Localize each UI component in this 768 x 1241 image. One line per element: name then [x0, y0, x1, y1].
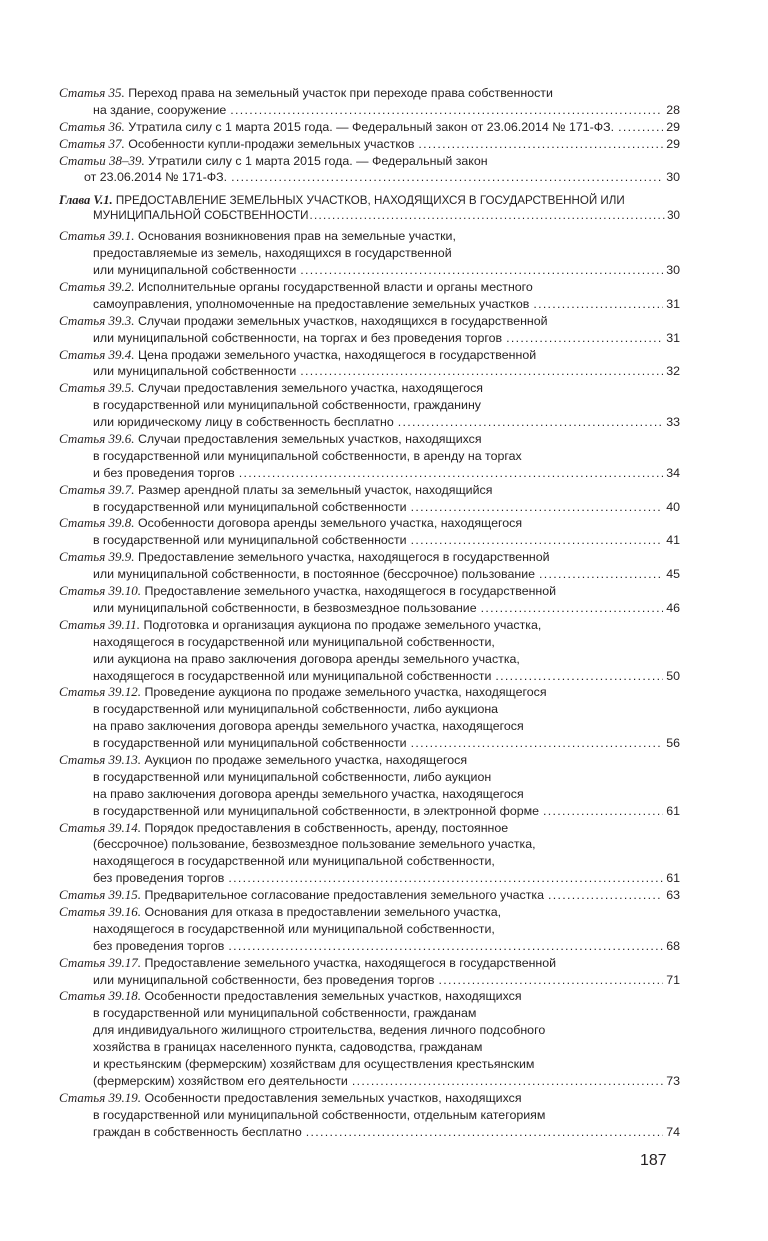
article-title-cont: находящегося в государственной или муниципальной собственности	[93, 668, 492, 683]
article-title: Случаи продажи земельных участков, находящихся в государственной	[137, 313, 548, 328]
toc-entry-art39-9[interactable]	[59, 549, 680, 583]
dot-leader	[228, 870, 663, 887]
article-title-cont: или муниципальной собственности	[93, 263, 297, 278]
article-label: Статья 39.1.	[59, 228, 135, 244]
dot-leader	[228, 938, 663, 955]
article-title: Подготовка и организация аукциона по продаже земельного участка,	[143, 617, 542, 632]
article-title-cont: в государственной или муниципальной собственности, в электронной форме	[93, 803, 540, 818]
article-title: Случаи предоставления земельного участка, находящегося	[137, 381, 483, 396]
page-ref: 30	[666, 170, 680, 185]
toc-entry-art39-19[interactable]	[59, 1090, 680, 1141]
article-label: Статья 39.2.	[59, 279, 135, 295]
article-title-cont: находящегося в государственной или муниципальной собственности,	[93, 921, 495, 936]
dot-leader	[300, 262, 663, 279]
page-ref: 63	[666, 888, 680, 903]
page-ref: 56	[666, 736, 680, 751]
dot-leader	[306, 1124, 663, 1141]
article-title-cont: на право заключения договора аренды земельного участка, находящегося	[93, 786, 524, 801]
dot-leader	[411, 532, 663, 549]
toc-entry-art39-5[interactable]	[59, 380, 680, 431]
toc-entry-art37[interactable]	[59, 136, 680, 153]
page-ref: 29	[666, 136, 680, 151]
article-label: Статья 39.19.	[59, 1089, 141, 1105]
toc-entry-art39-6[interactable]	[59, 431, 680, 482]
article-title-cont: от 23.06.2014 № 171-ФЗ.	[84, 170, 228, 185]
dot-leader	[495, 668, 663, 685]
toc-entry-art39-1[interactable]	[59, 228, 680, 279]
article-label: Статья 37.	[59, 135, 125, 151]
page-ref: 28	[666, 102, 680, 117]
dot-leader	[618, 119, 663, 136]
toc-entry-art39-15[interactable]	[59, 887, 680, 904]
article-title: Особенности предоставления земельных участков, находящихся	[144, 989, 522, 1004]
page-ref: 40	[666, 499, 680, 514]
page-ref: 41	[666, 533, 680, 548]
page-ref: 68	[666, 938, 680, 953]
toc-entry-art39-12[interactable]	[59, 684, 680, 752]
dot-leader	[539, 566, 663, 583]
article-label: Статьи 38–39.	[59, 152, 145, 168]
article-title: Утратили силу с 1 марта 2015 года. — Федеральный закон	[148, 153, 488, 168]
article-title-cont: или муниципальной собственности, без проведения торгов	[93, 972, 435, 987]
article-label: Статья 39.18.	[59, 988, 141, 1004]
article-label: Статья 39.15.	[59, 887, 141, 903]
page-ref: 31	[666, 330, 680, 345]
article-title-cont: в государственной или муниципальной собственности	[93, 533, 407, 548]
article-title-cont: на право заключения договора аренды земельного участка, находящегося	[93, 719, 524, 734]
article-label: Статья 39.3.	[59, 312, 135, 328]
toc-entry-art39-18[interactable]	[59, 988, 680, 1089]
article-title-cont: и крестьянским (фермерским) хозяйствам для осуществления крестьянским	[93, 1056, 535, 1071]
toc-entry-art39-13[interactable]	[59, 752, 680, 820]
article-label: Статья 39.8.	[59, 515, 135, 531]
article-label: Статья 39.10.	[59, 583, 141, 599]
dot-leader	[418, 136, 663, 153]
page-ref: 31	[666, 296, 680, 311]
dot-leader	[300, 363, 663, 380]
toc-chapter-v1[interactable]	[59, 193, 680, 223]
toc-entry-art39-3[interactable]	[59, 313, 680, 347]
dot-leader	[309, 208, 666, 223]
article-title-cont: на здание, сооружение	[93, 102, 227, 117]
article-title: Основания для отказа в предоставлении земельного участка,	[144, 904, 502, 919]
article-title-cont: в государственной или муниципальной собственности, либо аукцион	[93, 769, 492, 784]
article-title-cont: самоуправления, уполномоченные на предоставление земельных участков	[93, 296, 530, 311]
dot-leader	[411, 499, 663, 516]
toc-entry-art39-14[interactable]	[59, 820, 680, 888]
article-label: Статья 39.6.	[59, 431, 135, 447]
dot-leader	[506, 330, 663, 347]
toc-entry-art39-2[interactable]	[59, 279, 680, 313]
article-title: Предварительное согласование предоставления земельного участка	[144, 888, 544, 903]
dot-leader	[439, 972, 663, 989]
article-label: Статья 39.17.	[59, 954, 141, 970]
article-title-cont: граждан в собственность бесплатно	[93, 1124, 302, 1139]
article-title-cont: без проведения торгов	[93, 938, 225, 953]
article-label: Статья 39.13.	[59, 751, 141, 767]
article-label: Статья 36.	[59, 118, 125, 134]
toc-entry-art39-4[interactable]	[59, 347, 680, 381]
page-ref: 30	[666, 263, 680, 278]
article-label: Статья 39.16.	[59, 903, 141, 919]
article-title: Особенности предоставления земельных участков, находящихся	[144, 1090, 522, 1105]
toc-entry-art35[interactable]	[59, 85, 680, 119]
toc-entry-art39-17[interactable]	[59, 955, 680, 989]
article-label: Статья 39.4.	[59, 346, 135, 362]
article-title-cont: в государственной или муниципальной собственности	[93, 499, 407, 514]
article-title-cont: (бессрочное) пользование, безвозмездное пользование земельного участка,	[93, 837, 536, 852]
article-title-cont: или муниципальной собственности, на торгах и без проведения торгов	[93, 330, 503, 345]
page-ref: 30	[667, 209, 680, 223]
dot-leader	[548, 887, 663, 904]
page-ref: 32	[666, 364, 680, 379]
toc-entry-art39-16[interactable]	[59, 904, 680, 955]
article-title-cont: в государственной или муниципальной собственности, в аренду на торгах	[93, 448, 522, 463]
article-title-cont: в государственной или муниципальной собственности, либо аукциона	[93, 702, 499, 717]
table-of-contents	[59, 85, 680, 1140]
page-ref: 33	[666, 415, 680, 430]
article-title-cont: в государственной или муниципальной собственности	[93, 736, 407, 751]
article-title-cont: находящегося в государственной или муниципальной собственности,	[93, 854, 495, 869]
dot-leader	[352, 1073, 663, 1090]
article-title: Порядок предоставления в собственность, аренду, постоянное	[144, 820, 509, 835]
article-title-cont: или муниципальной собственности, в постоянное (бессрочное) пользование	[93, 567, 536, 582]
article-title-cont: в государственной или муниципальной собственности, гражданину	[93, 398, 481, 413]
article-title: Особенности купли-продажи земельных участков	[128, 136, 415, 151]
toc-entry-art38-39[interactable]	[59, 153, 680, 187]
toc-entry-art39-7[interactable]	[59, 482, 680, 516]
article-label: Статья 39.14.	[59, 819, 141, 835]
article-title-cont: (фермерским) хозяйством его деятельности	[93, 1073, 348, 1088]
article-title: Предоставление земельного участка, находящегося в государственной	[144, 584, 557, 599]
article-label: Статья 39.7.	[59, 481, 135, 497]
article-title: Утратила силу с 1 марта 2015 года. — Федеральный закон от 23.06.2014 № 171-ФЗ.	[128, 119, 615, 134]
page-ref: 45	[666, 567, 680, 582]
article-title: Особенности договора аренды земельного участка, находящегося	[137, 516, 523, 531]
toc-entry-art36[interactable]	[59, 119, 680, 136]
article-title-cont: без проведения торгов	[93, 871, 225, 886]
article-label: Статья 39.9.	[59, 549, 135, 565]
article-title-cont: и без проведения торгов	[93, 465, 235, 480]
page-number: 187	[640, 1152, 667, 1169]
article-label: Статья 39.5.	[59, 380, 135, 396]
article-title-cont: находящегося в государственной или муниципальной собственности,	[93, 634, 495, 649]
page-ref: 61	[666, 871, 680, 886]
article-title: Исполнительные органы государственной власти и органы местного	[137, 280, 533, 295]
dot-leader	[239, 465, 663, 482]
dot-leader	[231, 169, 663, 186]
toc-entry-art39-10[interactable]	[59, 583, 680, 617]
chapter-title-cont: МУНИЦИПАЛЬНОЙ СОБСТВЕННОСТИ	[93, 209, 309, 223]
dot-leader	[398, 414, 663, 431]
page-ref: 73	[666, 1073, 680, 1088]
dot-leader	[481, 600, 663, 617]
chapter-title: ПРЕДОСТАВЛЕНИЕ ЗЕМЕЛЬНЫХ УЧАСТКОВ, НАХОДЯЩИХСЯ В ГОСУДАРСТВЕННОЙ ИЛИ	[115, 194, 625, 208]
article-title-cont: в государственной или муниципальной собственности, гражданам	[93, 1006, 477, 1021]
article-title: Размер арендной платы за земельный участок, находящийся	[137, 482, 493, 497]
article-title-cont: для индивидуального жилищного строительства, ведения личного подсобного	[93, 1023, 546, 1038]
article-label: Статья 39.12.	[59, 684, 141, 700]
article-label: Статья 35.	[59, 85, 125, 100]
page-ref: 61	[666, 803, 680, 818]
page-ref: 71	[666, 972, 680, 987]
article-title: Цена продажи земельного участка, находящегося в государственной	[137, 347, 537, 362]
article-title: Основания возникновения прав на земельные участки,	[137, 229, 456, 244]
article-title-cont: или муниципальной собственности, в безвозмездное пользование	[93, 600, 477, 615]
article-title: Предоставление земельного участка, находящегося в государственной	[137, 550, 550, 565]
toc-entry-art39-11[interactable]	[59, 617, 680, 685]
article-title: Переход права на земельный участок при переходе права собственности	[128, 86, 553, 100]
article-title-cont: или аукциона на право заключения договора аренды земельного участка,	[93, 651, 520, 666]
article-title-cont: в государственной или муниципальной собственности, отдельным категориям	[93, 1107, 546, 1122]
article-title: Случаи предоставления земельных участков, находящихся	[137, 432, 482, 447]
article-title-cont: предоставляемые из земель, находящихся в государственной	[93, 246, 452, 261]
page-ref: 29	[666, 119, 680, 134]
dot-leader	[543, 803, 663, 820]
article-title-cont: или муниципальной собственности	[93, 364, 297, 379]
page-ref: 46	[666, 600, 680, 615]
article-title: Предоставление земельного участка, находящегося в государственной	[144, 955, 557, 970]
dot-leader	[533, 296, 663, 313]
dot-leader	[230, 102, 663, 119]
page-ref: 74	[666, 1124, 680, 1139]
article-title-cont: хозяйства в границах населенного пункта, садоводства, гражданам	[93, 1040, 483, 1055]
article-title-cont: или юридическому лицу в собственность бесплатно	[93, 415, 394, 430]
article-label: Статья 39.11.	[59, 616, 141, 632]
article-title: Аукцион по продаже земельного участка, находящегося	[144, 752, 468, 767]
article-title: Проведение аукциона по продаже земельного участка, находящегося	[144, 685, 547, 700]
toc-entry-art39-8[interactable]	[59, 515, 680, 549]
page-ref: 34	[666, 465, 680, 480]
chapter-label: Глава V.1.	[59, 193, 113, 208]
dot-leader	[411, 735, 663, 752]
page-ref: 50	[666, 668, 680, 683]
